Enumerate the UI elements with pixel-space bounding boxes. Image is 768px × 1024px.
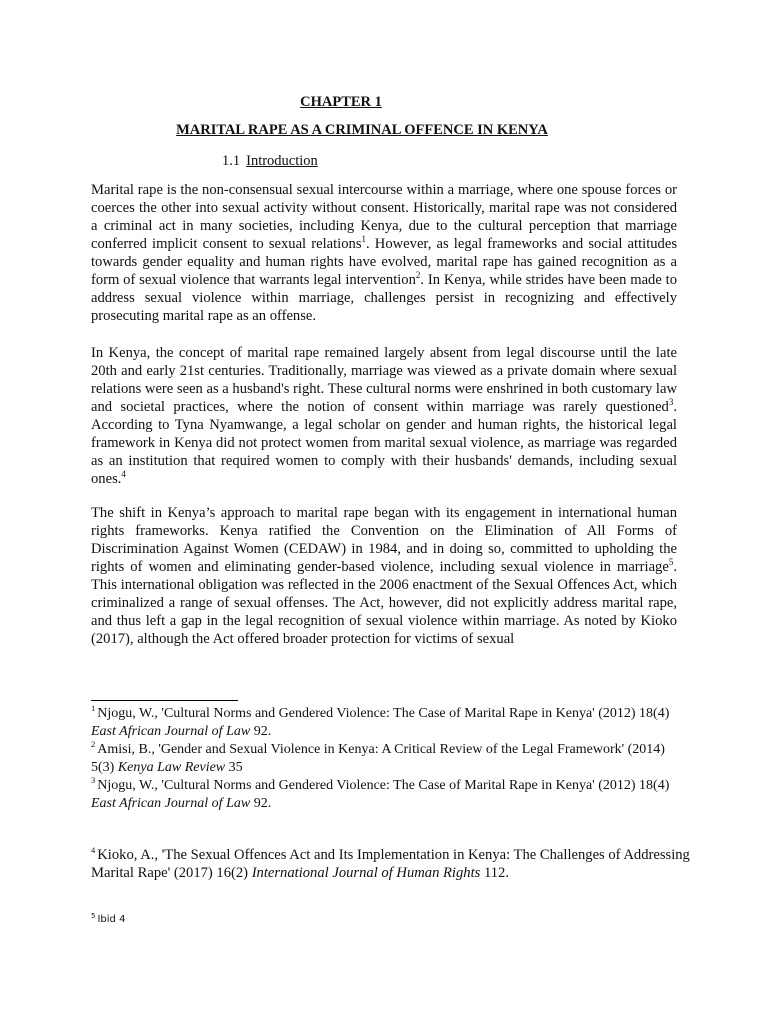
footnote-mark: 1 — [91, 703, 96, 714]
section-number: 1.1 — [222, 153, 241, 169]
footnote-source: East African Journal of Law — [91, 796, 251, 811]
footnote-mark: 5 — [91, 911, 96, 920]
footnote-text: Kioko, A., 'The Sexual Offences Act and Its Implementation in Kenya: The Challenges of Addressing Marital Rape' (2017) 16(2) — [91, 847, 690, 881]
footnote-tail: 92. — [250, 796, 272, 811]
footnote-source: International Journal of Human Rights — [251, 865, 481, 881]
chapter-heading: CHAPTER 1 — [300, 94, 382, 110]
footnote-ref: 4 — [121, 469, 126, 480]
footnote-mark: 3 — [91, 775, 96, 786]
footnote-text: Njogu, W., 'Cultural Norms and Gendered Violence: The Case of Marital Rape in Kenya' (2012) 18(4) — [97, 706, 670, 721]
footnote-tail: 112. — [480, 865, 509, 881]
footnote-text: Ibid 4 — [97, 914, 126, 925]
paragraph-text: . This international obligation was reflected in the 2006 enactment of the Sexual Offences Act, which criminalized a range of sexual offenses. The Act, however, did not explicitly address marital rape, and thus left a gap in the legal recognition of sexual violence within marriage. As noted by Kioko (2017), although the Act offered broader protection for victims of sexual — [91, 559, 677, 647]
footnote — [91, 777, 691, 813]
footnote-source: East African Journal of Law — [91, 724, 251, 739]
footnote-tail: 35 — [225, 760, 243, 775]
footnote-mark: 4 — [91, 845, 96, 856]
section-heading — [222, 153, 318, 170]
section-title: Introduction — [246, 153, 318, 169]
body-paragraph — [91, 344, 677, 488]
body-paragraph — [91, 181, 677, 325]
footnote-ref: 3 — [668, 397, 674, 408]
paragraph-text: . According to Tyna Nyamwange, a legal scholar on gender and human rights, the historical legal framework in Kenya did not protect women from marital sexual violence, as marriage was regarded as an institution that required women to comply with their husbands' demands, including sexual ones. — [91, 399, 677, 487]
footnote-separator — [91, 700, 238, 701]
footnote-text: Njogu, W., 'Cultural Norms and Gendered Violence: The Case of Marital Rape in Kenya' (2012) 18(4) — [97, 778, 670, 793]
footnote-ref: 1 — [361, 234, 366, 245]
paragraph-text: The shift in Kenya’s approach to marital rape began with its engagement in international human rights frameworks. Kenya ratified the Convention on the Elimination of All Forms of Discrimination Against Women (CEDAW) in 1984, and in doing so, committed to upholding the rights of women and eliminating gender-based violence, including sexual violence in marriage — [91, 505, 677, 575]
footnote — [91, 846, 691, 882]
chapter-title: MARITAL RAPE AS A CRIMINAL OFFENCE IN KENYA — [176, 122, 548, 138]
footnote-mark: 2 — [91, 739, 96, 750]
paragraph-text: . In Kenya, while strides have been made to address sexual violence within marriage, challenges persist in recognizing and effectively prosecuting marital rape as an offense. — [91, 272, 677, 324]
footnote-ref: 5 — [668, 557, 674, 568]
paragraph-text: Marital rape is the non-consensual sexual intercourse within a marriage, where one spouse forces or coerces the other into sexual activity without consent. Historically, marital rape was not considered a criminal act in many societies, including Kenya, due to the cultural perception that marriage conferred implicit consent to sexual relations — [91, 182, 677, 252]
footnote — [91, 741, 691, 777]
footnote-source: Kenya Law Review — [117, 760, 226, 775]
paragraph-text: . However, as legal frameworks and social attitudes towards gender equality and human rights have evolved, marital rape has gained recognition as a form of sexual violence that warrants legal intervention — [91, 236, 677, 288]
body-paragraph — [91, 504, 677, 648]
footnote-text: Amisi, B., 'Gender and Sexual Violence in Kenya: A Critical Review of the Legal Framework' (2014) 5(3) — [91, 742, 665, 775]
footnote-ref: 2 — [415, 270, 421, 281]
footnote — [91, 911, 126, 925]
footnote — [91, 705, 691, 741]
paragraph-text: In Kenya, the concept of marital rape remained largely absent from legal discourse until the late 20th and early 21st centuries. Traditionally, marriage was viewed as a private domain where sexual relations were seen as a husband's right. These cultural norms were enshrined in both customary law and societal practices, where the notion of consent within marriage was rarely questioned — [91, 345, 677, 415]
footnote-tail: 92. — [250, 724, 272, 739]
